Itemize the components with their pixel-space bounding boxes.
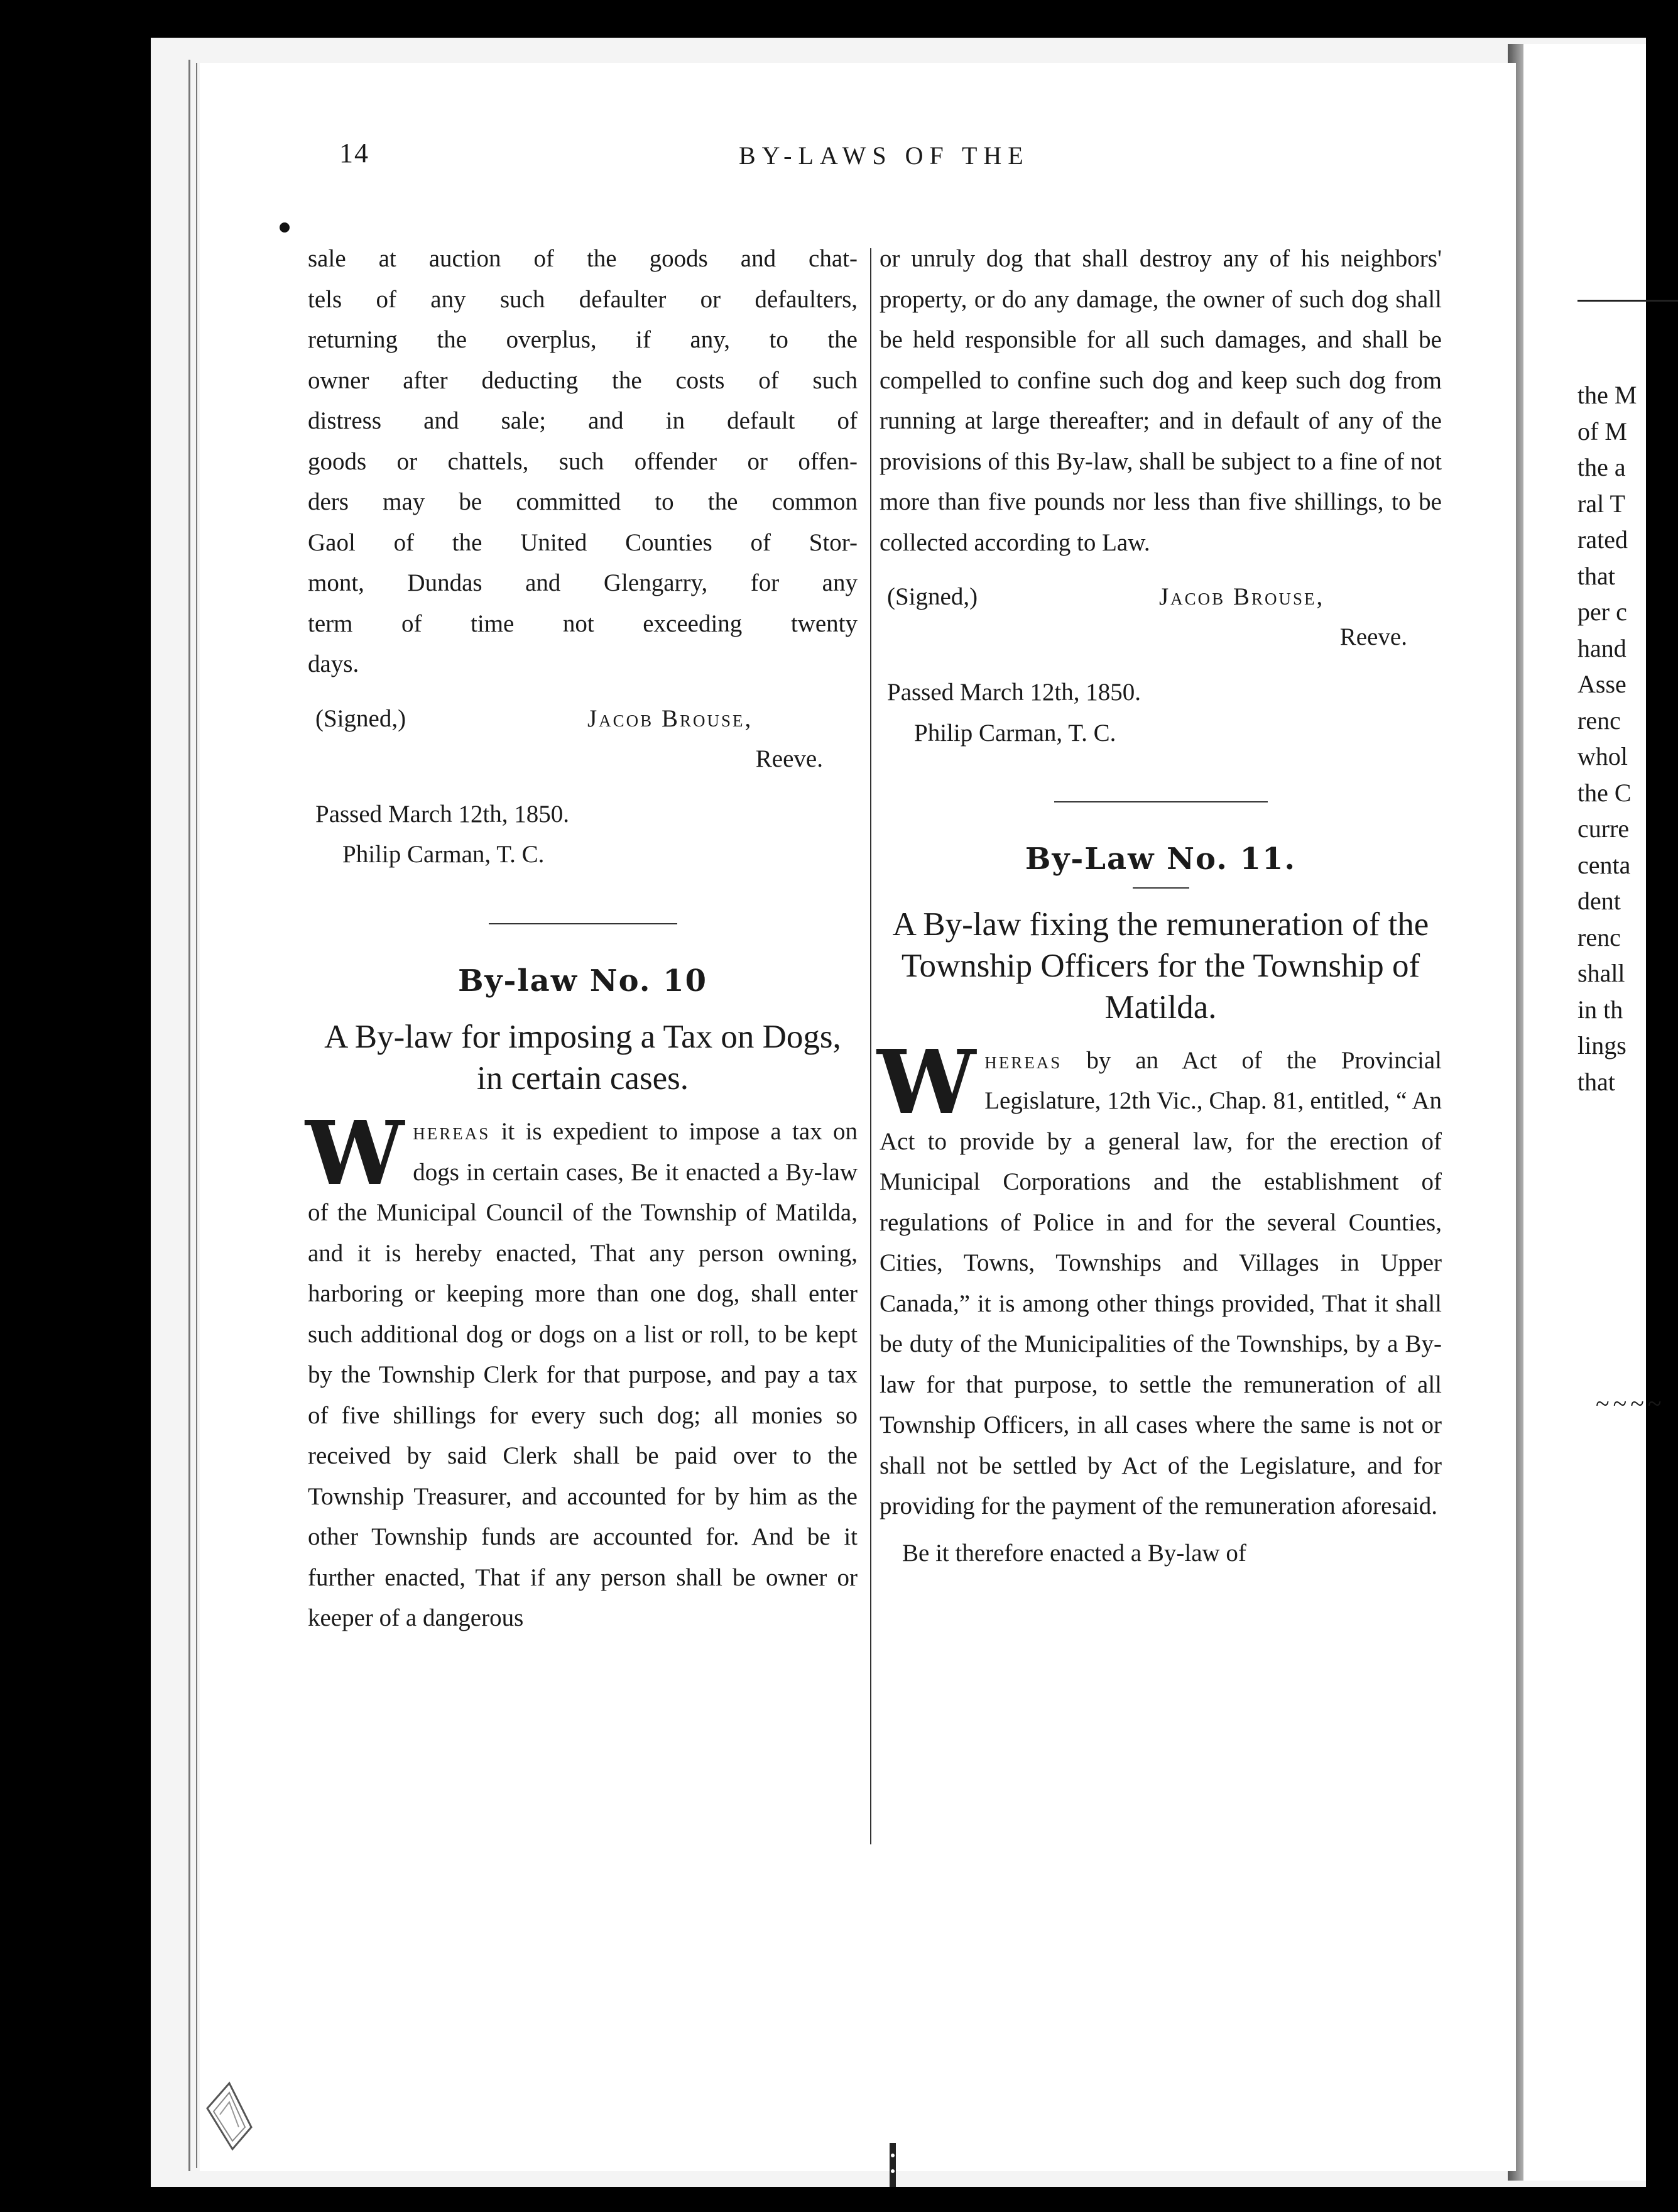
signer-name: Jacob Brouse, (1159, 583, 1325, 610)
signer-title: Reeve. (1339, 623, 1407, 650)
bylaw-body-text: by an Act of the Provincial Legislature, 12th Vic., Chap. 81, entitled, “ An Act to provide by a general law, for the erection of Municipal Corporations and the establishment of regulations of Police in and for the several Counties, Cities, Towns, Townships and Villages in Upper Canada,” it is among other things provided, That it shall be duty of the Municipalities of the Townships, by a By-law for that purpose, to settle the remuneration of all Township Officers, in all cases where the same is not or shall not be settled by Act of the Legislature, and for providing for the payment of the remuneration aforesaid. (880, 1046, 1442, 1519)
bylaw-body (877, 1031, 1442, 1527)
facing-page-ornament: ~~~~ (1596, 1389, 1665, 1418)
bylaw-title: A By-law for imposing a Tax on Dogs, in certain cases. (324, 1019, 841, 1097)
signer-name: Jacob Brouse, (587, 704, 753, 732)
column-divider (870, 248, 871, 1844)
signature-block (880, 577, 1442, 617)
text-line: returning the overplus, if any, to the (308, 326, 858, 353)
text-line: term of time not exceeding twenty (308, 610, 858, 637)
enactment-line: Be it therefore enacted a By-law of (902, 1539, 1246, 1567)
left-column (305, 239, 858, 1639)
binding-mark (886, 2143, 900, 2193)
drop-cap: W (305, 1102, 405, 1205)
text-line: sale at auction of the goods and chat- (308, 245, 858, 272)
text-line: goods or chattels, such offender or offen- (308, 447, 858, 475)
page-edge-line (196, 63, 197, 2168)
right-column (877, 239, 1442, 1574)
facing-page-rule (1577, 300, 1678, 302)
bylaw-heading: By-Law No. 11. (1025, 841, 1297, 877)
text-line: mont, Dundas and Glengarry, for any (308, 569, 858, 596)
signer-title: Reeve. (755, 745, 823, 772)
whereas-word: hereas (413, 1118, 491, 1145)
page-number: 14 (339, 138, 369, 168)
facing-page (1523, 44, 1665, 2181)
section-rule (1054, 801, 1268, 802)
whereas-word: hereas (984, 1046, 1062, 1074)
clerk-signature: Philip Carman, T. C. (914, 719, 1116, 747)
corner-stamp-mark (204, 2033, 254, 2152)
continuation-text (308, 239, 858, 685)
text-line: days. (308, 650, 359, 677)
text-line: distress and sale; and in default of (308, 407, 858, 434)
text-line: tels of any such defaulter or defaulters, (308, 285, 858, 313)
bylaw-heading: By-law No. 10 (457, 963, 707, 999)
heading-underline (1133, 887, 1189, 889)
drop-cap: W (877, 1031, 976, 1134)
header-title: BY-LAWS OF THE (739, 141, 1030, 170)
passed-date: Passed March 12th, 1850. (315, 800, 570, 828)
signed-label: (Signed,) (315, 704, 406, 732)
bylaw-body (305, 1102, 858, 1639)
text-line: owner after deducting the costs of such (308, 366, 858, 394)
signature-block (308, 699, 858, 739)
bylaw-body-text: it is expedient to impose a tax on dogs in certain cases, Be it enacted a By-law of the Municipal Council of the Township of Matilda, and it is hereby enacted, That any person owning, harboring or keeping more than one dog, shall enter such additional dog or dogs on a list or roll, to be kept by the Township Clerk for that purpose, and pay a tax of five shillings for every such dog; all monies so received by said Clerk shall be paid over to the Township Treasurer, and accounted for by him as the other Township funds are accounted for. And be it further enacted, That if any person shall be owner or keeper of a dangerous (308, 1118, 858, 1631)
page-edge-line (188, 60, 190, 2171)
section-rule (489, 923, 677, 924)
text-line: ders may be committed to the common (308, 488, 858, 515)
continuation-text: or unruly dog that shall destroy any of his neighbors' property, or do any damage, the owner of such dog shall be held responsible for all such damages, and shall be compelled to confine such dog and keep such dog from running at large thereafter; and in default of any of the provisions of this By-law, shall be subject to a fine of not more than five pounds nor less than five shillings, to be collected according to Law. (880, 245, 1442, 556)
facing-page-text: the M of M the a ral T rated that per c hand Asse renc whol the C curre centa dent renc shall in th lings that (1577, 381, 1637, 1096)
ink-dot (280, 222, 290, 233)
clerk-signature: Philip Carman, T. C. (342, 841, 545, 868)
passed-date: Passed March 12th, 1850. (887, 679, 1141, 706)
signed-label: (Signed,) (887, 583, 978, 610)
bylaw-title: A By-law fixing the remuneration of the Township Officers for the Township of Matilda. (892, 906, 1429, 1026)
running-head (200, 137, 1516, 175)
text-line: Gaol of the United Counties of Stor- (308, 528, 858, 556)
